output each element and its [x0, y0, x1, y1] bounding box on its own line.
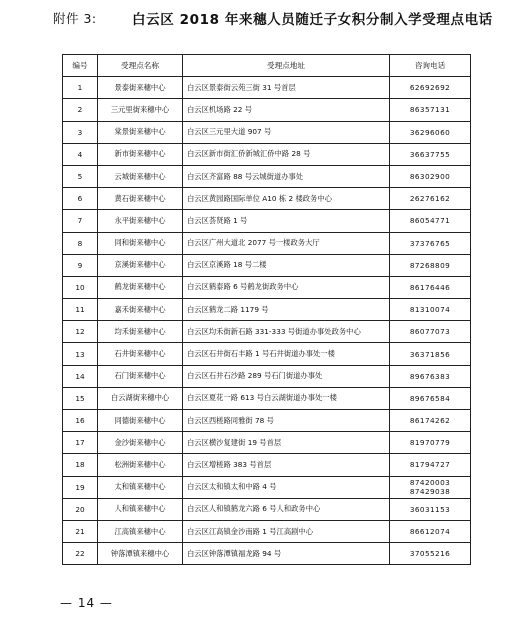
center-phone-secondary: 87429038: [409, 487, 451, 497]
center-phone: 36637755: [390, 143, 471, 165]
center-address: 白云区荟贤路 1 号: [183, 210, 390, 232]
center-address: 白云区三元里大道 907 号: [183, 121, 390, 143]
center-name: 人和镇来穗中心: [98, 498, 183, 520]
table-row: [63, 365, 471, 387]
table-header-row: [63, 55, 471, 77]
table-row: [63, 165, 471, 187]
table-row: [63, 254, 471, 276]
center-phone: 36031153: [390, 498, 471, 520]
table-row: [63, 299, 471, 321]
row-number: 2: [63, 99, 98, 121]
center-name: 鹤龙街来穗中心: [98, 276, 183, 298]
center-address: 白云区横沙复建街 19 号首层: [183, 432, 390, 454]
row-number: 10: [63, 276, 98, 298]
table-row: [63, 476, 471, 498]
row-number: 8: [63, 232, 98, 254]
center-phone: 86054771: [390, 210, 471, 232]
table-row: [63, 77, 471, 99]
row-number: 18: [63, 454, 98, 476]
center-address: 白云区石井街石丰路 1 号石井街道办事处一楼: [183, 343, 390, 365]
row-number: 16: [63, 410, 98, 432]
center-address: 白云区鹤泰路 6 号鹤龙街政务中心: [183, 276, 390, 298]
center-address: 白云区江高镇金沙南路 1 号江高剧中心: [183, 520, 390, 542]
row-number: 15: [63, 387, 98, 409]
center-name: 均禾街来穗中心: [98, 321, 183, 343]
page-number: — 14 —: [60, 596, 113, 610]
center-phone: 86077073: [390, 321, 471, 343]
center-name: 同德街来穗中心: [98, 410, 183, 432]
center-address: 白云区增槎路 383 号首层: [183, 454, 390, 476]
center-name: 钟落潭镇来穗中心: [98, 543, 183, 565]
center-name: 棠景街来穗中心: [98, 121, 183, 143]
center-name: 金沙街来穗中心: [98, 432, 183, 454]
center-phone: 86357131: [390, 99, 471, 121]
table-row: [63, 99, 471, 121]
column-header-name: 受理点名称: [98, 55, 183, 77]
acceptance-points-table: [62, 54, 471, 565]
center-phone: 86176446: [390, 276, 471, 298]
table-row: [63, 543, 471, 565]
row-number: 19: [63, 476, 98, 498]
center-address: 白云区齐富路 88 号云城街道办事处: [183, 165, 390, 187]
row-number: 22: [63, 543, 98, 565]
center-phone: 62692692: [390, 77, 471, 99]
table-row: [63, 321, 471, 343]
table-row: [63, 432, 471, 454]
table-row: [63, 210, 471, 232]
center-phone-primary: 87420003: [409, 478, 451, 488]
center-name: 同和街来穗中心: [98, 232, 183, 254]
center-name: 嘉禾街来穗中心: [98, 299, 183, 321]
center-phone: 26276162: [390, 188, 471, 210]
center-phone: 81794727: [390, 454, 471, 476]
center-phone: 37376765: [390, 232, 471, 254]
center-phone: 81310074: [390, 299, 471, 321]
center-name: 黄石街来穗中心: [98, 188, 183, 210]
page-title: 白云区 2018 年来穗人员随迁子女积分制入学受理点电话: [132, 12, 493, 28]
attachment-label: 附件 3:: [53, 11, 97, 26]
table-row: [63, 454, 471, 476]
center-address: 白云区钟落潭镇福龙路 94 号: [183, 543, 390, 565]
table-row: [63, 387, 471, 409]
center-name: 松洲街来穗中心: [98, 454, 183, 476]
center-name: 白云湖街来穗中心: [98, 387, 183, 409]
column-header-phone: 咨询电话: [390, 55, 471, 77]
row-number: 1: [63, 77, 98, 99]
center-address: 白云区均禾街新石路 331-333 号街道办事处政务中心: [183, 321, 390, 343]
center-phone: 37055216: [390, 543, 471, 565]
center-name: 江高镇来穗中心: [98, 520, 183, 542]
center-name: 云城街来穗中心: [98, 165, 183, 187]
center-phone: 86174262: [390, 410, 471, 432]
table-row: [63, 410, 471, 432]
row-number: 4: [63, 143, 98, 165]
center-address: 白云区西槎路同雅街 78 号: [183, 410, 390, 432]
center-address: 白云区鹤龙二路 1179 号: [183, 299, 390, 321]
center-name: 石门街来穗中心: [98, 365, 183, 387]
column-header-number: 编号: [63, 55, 98, 77]
center-phone: 36371856: [390, 343, 471, 365]
center-phone: 89676383: [390, 365, 471, 387]
center-phone: 86612074: [390, 520, 471, 542]
center-phone: [390, 476, 471, 498]
table-row: [63, 121, 471, 143]
row-number: 17: [63, 432, 98, 454]
center-name: 新市街来穗中心: [98, 143, 183, 165]
center-name: 永平街来穗中心: [98, 210, 183, 232]
center-address: 白云区夏花一路 613 号白云湖街道办事处一楼: [183, 387, 390, 409]
center-address: 白云区新市街汇侨新城汇侨中路 28 号: [183, 143, 390, 165]
center-address: 白云区京溪路 18 号二楼: [183, 254, 390, 276]
center-name: 太和镇来穗中心: [98, 476, 183, 498]
center-name: 三元里街来穗中心: [98, 99, 183, 121]
center-address: 白云区人和镇鹤龙六路 6 号人和政务中心: [183, 498, 390, 520]
row-number: 5: [63, 165, 98, 187]
center-phone: 81970779: [390, 432, 471, 454]
row-number: 9: [63, 254, 98, 276]
row-number: 7: [63, 210, 98, 232]
center-address: 白云区景泰街云苑三街 31 号首层: [183, 77, 390, 99]
table-row: [63, 498, 471, 520]
center-name: 京溪街来穗中心: [98, 254, 183, 276]
center-phone: 89676584: [390, 387, 471, 409]
center-address: 白云区黄园路国际单位 A10 栋 2 楼政务中心: [183, 188, 390, 210]
row-number: 14: [63, 365, 98, 387]
row-number: 12: [63, 321, 98, 343]
row-number: 13: [63, 343, 98, 365]
table-row: [63, 232, 471, 254]
center-phone: 36296060: [390, 121, 471, 143]
table-row: [63, 188, 471, 210]
table-row: [63, 343, 471, 365]
center-phone: 86302900: [390, 165, 471, 187]
center-address: 白云区太和镇太和中路 4 号: [183, 476, 390, 498]
document-title: [0, 7, 513, 29]
table-row: [63, 520, 471, 542]
row-number: 6: [63, 188, 98, 210]
center-address: 白云区广州大道北 2077 号一楼政务大厅: [183, 232, 390, 254]
row-number: 3: [63, 121, 98, 143]
center-phone: 87268809: [390, 254, 471, 276]
center-address: 白云区机场路 22 号: [183, 99, 390, 121]
row-number: 21: [63, 520, 98, 542]
table-row: [63, 143, 471, 165]
center-name: 石井街来穗中心: [98, 343, 183, 365]
row-number: 11: [63, 299, 98, 321]
center-name: 景泰街来穗中心: [98, 77, 183, 99]
row-number: 20: [63, 498, 98, 520]
table-row: [63, 276, 471, 298]
center-address: 白云区石井石沙路 289 号石门街道办事处: [183, 365, 390, 387]
column-header-address: 受理点地址: [183, 55, 390, 77]
